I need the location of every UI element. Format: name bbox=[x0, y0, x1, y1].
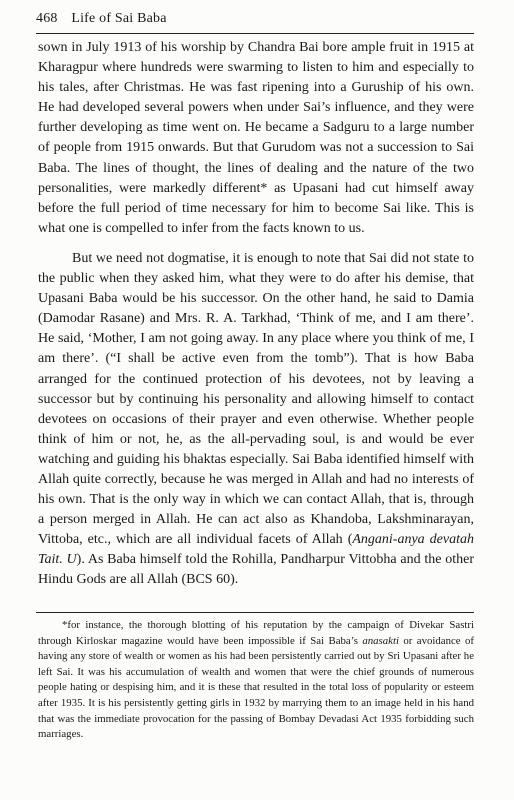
paragraph-2 bbox=[38, 249, 474, 591]
footnote bbox=[38, 618, 474, 743]
body-text bbox=[38, 38, 474, 591]
page-number: 468 bbox=[36, 11, 58, 26]
running-title: Life of Sai Baba bbox=[71, 11, 167, 26]
paragraph-1: sown in July 1913 of his worship by Chandra Bai bore ample fruit in 1915 at Kharagpur where hundreds were swarming to listen to him and especially to his tales, after Christmas. He was fast ripening into a Guruship of his own. He had developed several powers when under Sai’s influence, and they were further developing as time went on. He became a Sadguru to a large number of people from 1915 onwards. But that Gurudom was not a succession to Sai Baba. The lines of thought, the lines of dealing and the nature of the two personalities, were markedly different* as Upasani had cut himself away before the full period of time necessary for him to become Sai like. This is what one is compelled to infer from the facts known to us. bbox=[38, 40, 474, 236]
paragraph-2-text-a: But we need not dogmatise, it is enough to note that Sai did not state to the public when they asked him, what they were to do after his demise, that Upasani Baba would be his successor. On the other hand, he said to Damia (Damodar Rasane) and Mrs. R. A. Tarkhad, ‘Think of me, and I am there’. He said, ‘Mother, I am not going away. In any place where you think of me, I am there’. (“I shall be active even from the tomb”). That is how Baba arranged for the continued protection of his devotees, not by leaving a successor but by continuing his personality and allowing himself to contact devotees on occasions of their prayer and even otherwise. Whether people think of him or not, he, as the all-pervading soul, is and would be ever watching and guiding his bhaktas especially. Sai Baba identified himself with Allah quite correctly, because he was merged in Allah and had no interests of his own. That is the only way in which we can contact Allah, that is, through a person merged in Allah. He can act also as Khandoba, Lakshminarayan, Vittoba, etc., which are all individual facets of Allah ( bbox=[38, 250, 474, 548]
running-header bbox=[36, 11, 167, 27]
footnote-text-a: *for instance, the thorough blotting of his reputation by the campaign of Divekar Sastri through Kirloskar magazine would have been impossible if Sai Baba’s bbox=[38, 619, 474, 647]
footnote-text-b: or avoidance of having any store of wealth or women as his had been persistently carried out by Sri Upasani after he left Sai. It was his accumulation of wealth and women that were the chief grounds of numerous people hating or despising him, and it is these that resulted in the total loss of popularity or esteem after 1935. It is his persistently getting girls in 1932 by marrying them to an image held in his hand that was the immediate provocation for the passing of Bombay Devadasi Act 1935 forbidding such marriages. bbox=[38, 634, 474, 741]
footnote-italic: anasakti bbox=[362, 634, 399, 647]
footnote-rule bbox=[36, 612, 474, 613]
paragraph-2-text-b: ). As Baba himself told the Rohilla, Pandharpur Vittobha and the other Hindu Gods are all Allah (BCS 60). bbox=[38, 552, 474, 588]
header-rule bbox=[36, 33, 474, 34]
paragraph-2-italic: Angani-anya devatah Tait. U bbox=[38, 532, 474, 568]
